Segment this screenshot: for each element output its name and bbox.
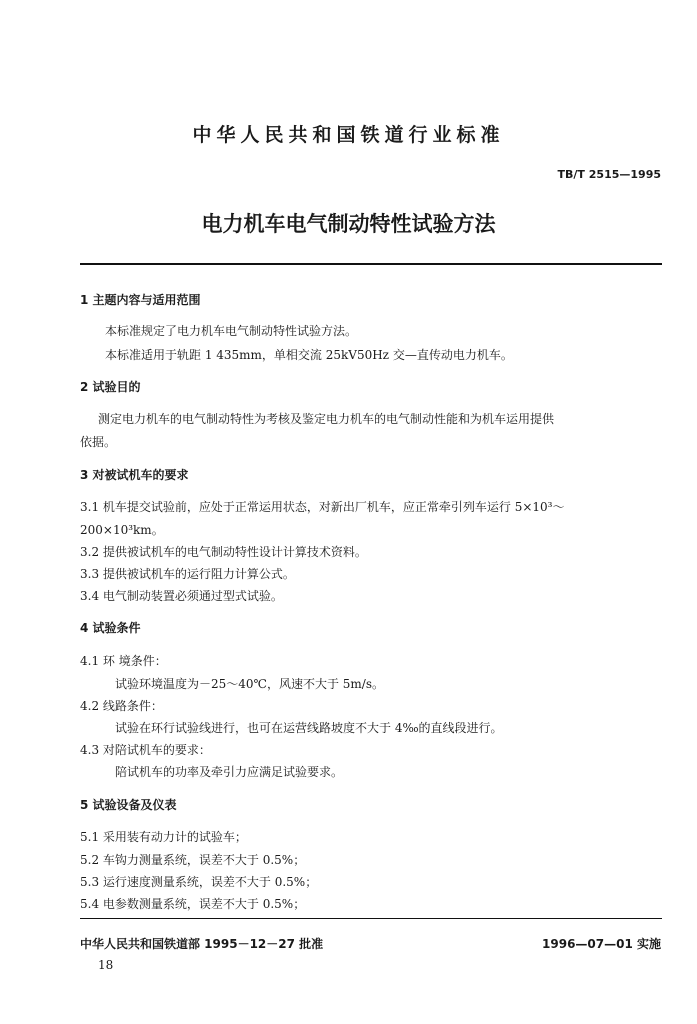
section-1-paragraph-1: 本标准规定了电力机车电气制动特性试验方法。 <box>105 324 358 338</box>
section-3-item-1-line-2: 200×10³km。 <box>80 523 164 537</box>
section-4-item-2: 4.2 线路条件： <box>80 699 163 713</box>
section-4-item-1: 4.1 环 境条件： <box>80 654 167 668</box>
section-5-heading: 5 试验设备及仪表 <box>80 798 177 812</box>
section-1-heading: 1 主题内容与适用范围 <box>80 293 201 307</box>
header-rule <box>80 263 662 265</box>
standard-number: TB/T 2515—1995 <box>557 168 661 181</box>
section-4-heading: 4 试验条件 <box>80 621 141 635</box>
section-3-heading: 3 对被试机车的要求 <box>80 468 189 482</box>
section-4-item-3: 4.3 对陪试机车的要求： <box>80 743 211 757</box>
section-4-item-1-body: 试验环境温度为－25～40℃，风速不大于 5m/s。 <box>115 677 384 691</box>
section-5-item-3: 5.3 运行速度测量系统，误差不大于 0.5%； <box>80 875 318 889</box>
section-3-item-4: 3.4 电气制动装置必须通过型式试验。 <box>80 589 283 603</box>
section-2-paragraph-line-1: 测定电力机车的电气制动特性为考核及鉴定电力机车的电气制动性能和为机车运用提供 <box>98 412 555 426</box>
section-5-item-1: 5.1 采用装有动力计的试验车； <box>80 830 247 844</box>
header-organization: 中华人民共和国铁道行业标准 <box>192 124 505 146</box>
section-3-item-1-line-1: 3.1 机车提交试验前，应处于正常运用状态，对新出厂机车，应正常牵引列车运行 5×10³～ <box>80 500 565 514</box>
section-2-paragraph-line-2: 依据。 <box>80 435 117 449</box>
section-3-item-3: 3.3 提供被试机车的运行阻力计算公式。 <box>80 567 295 581</box>
document-title: 电力机车电气制动特性试验方法 <box>201 212 496 236</box>
section-5-item-4: 5.4 电参数测量系统，误差不大于 0.5%； <box>80 897 306 911</box>
footer-implementation: 1996—07—01 实施 <box>542 937 661 951</box>
section-5-item-2: 5.2 车钩力测量系统，误差不大于 0.5%； <box>80 853 306 867</box>
section-3-item-2: 3.2 提供被试机车的电气制动特性设计计算技术资料。 <box>80 545 367 559</box>
section-4-item-2-body: 试验在环行试验线进行，也可在运营线路坡度不大于 4‰的直线段进行。 <box>115 721 503 735</box>
footer-approval: 中华人民共和国铁道部 1995－12－27 批准 <box>80 937 324 951</box>
page-number: 18 <box>98 958 114 972</box>
section-1-paragraph-2: 本标准适用于轨距 1 435mm，单相交流 25kV50Hz 交—直传动电力机车。 <box>105 348 513 362</box>
section-4-item-3-body: 陪试机车的功率及牵引力应满足试验要求。 <box>115 765 344 779</box>
footer-rule <box>80 918 662 919</box>
section-2-heading: 2 试验目的 <box>80 380 141 394</box>
